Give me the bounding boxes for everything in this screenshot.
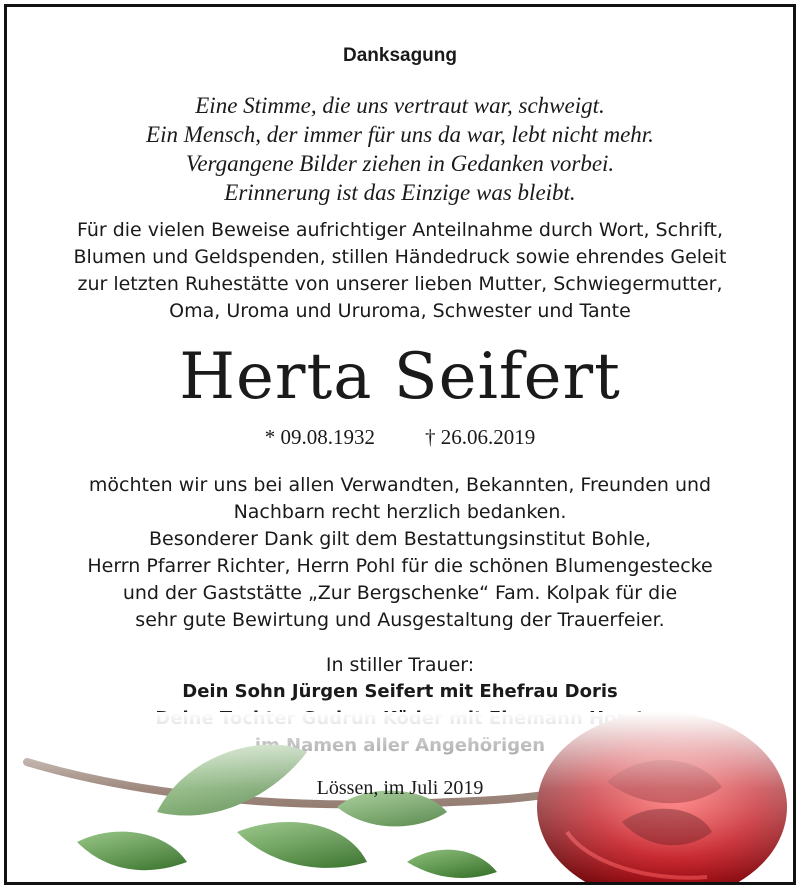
intro-line: zur letzten Ruhestätte von unserer lieben Mutter, Schwiegermutter, — [77, 273, 723, 295]
poem-line: Eine Stimme, die uns vertraut war, schweigt. — [195, 93, 605, 118]
mourning-heading: In stiller Trauer: — [325, 654, 475, 676]
thanks-line: Nachbarn recht herzlich bedanken. — [233, 501, 567, 523]
intro-line: Blumen und Geldspenden, stillen Händedruck sowie ehrendes Geleit — [73, 246, 727, 268]
deceased-name: Herta Seifert — [179, 340, 621, 414]
intro-line: Oma, Uroma und Ururoma, Schwester und Tante — [169, 300, 631, 322]
death-date: † 26.06.2019 — [425, 425, 536, 449]
thanks-line: und der Gaststätte „Zur Bergschenke“ Fam. Kolpak für die — [122, 582, 678, 604]
thanks-line: Herrn Pfarrer Richter, Herrn Pohl für die schönen Blumengestecke — [87, 555, 713, 577]
mourner-line: Dein Sohn Jürgen Seifert mit Ehefrau Doris — [182, 681, 618, 702]
poem-line: Ein Mensch, der immer für uns da war, lebt nicht mehr. — [146, 122, 654, 147]
thanks-line: möchten wir uns bei allen Verwandten, Bekannten, Freunden und — [88, 474, 712, 496]
intro-line: Für die vielen Beweise aufrichtiger Anteilnahme durch Wort, Schrift, — [76, 219, 724, 241]
birth-date: * 09.08.1932 — [264, 425, 375, 449]
poem-line: Vergangene Bilder ziehen in Gedanken vorbei. — [185, 151, 615, 176]
place-date: Lössen, im Juli 2019 — [316, 777, 484, 799]
poem-line: Erinnerung ist das Einzige was bleibt. — [224, 180, 576, 205]
thanks-paragraph — [7, 472, 793, 634]
heading-danksagung: Danksagung — [342, 45, 458, 66]
thanks-line: sehr gute Bewirtung und Ausgestaltung der Trauerfeier. — [135, 609, 665, 631]
life-dates — [7, 425, 793, 450]
intro-paragraph — [7, 217, 793, 325]
poem-verse — [7, 91, 793, 207]
obituary-frame — [4, 4, 796, 885]
thanks-line: Besonderer Dank gilt dem Bestattungsinstitut Bohle, — [148, 528, 652, 550]
